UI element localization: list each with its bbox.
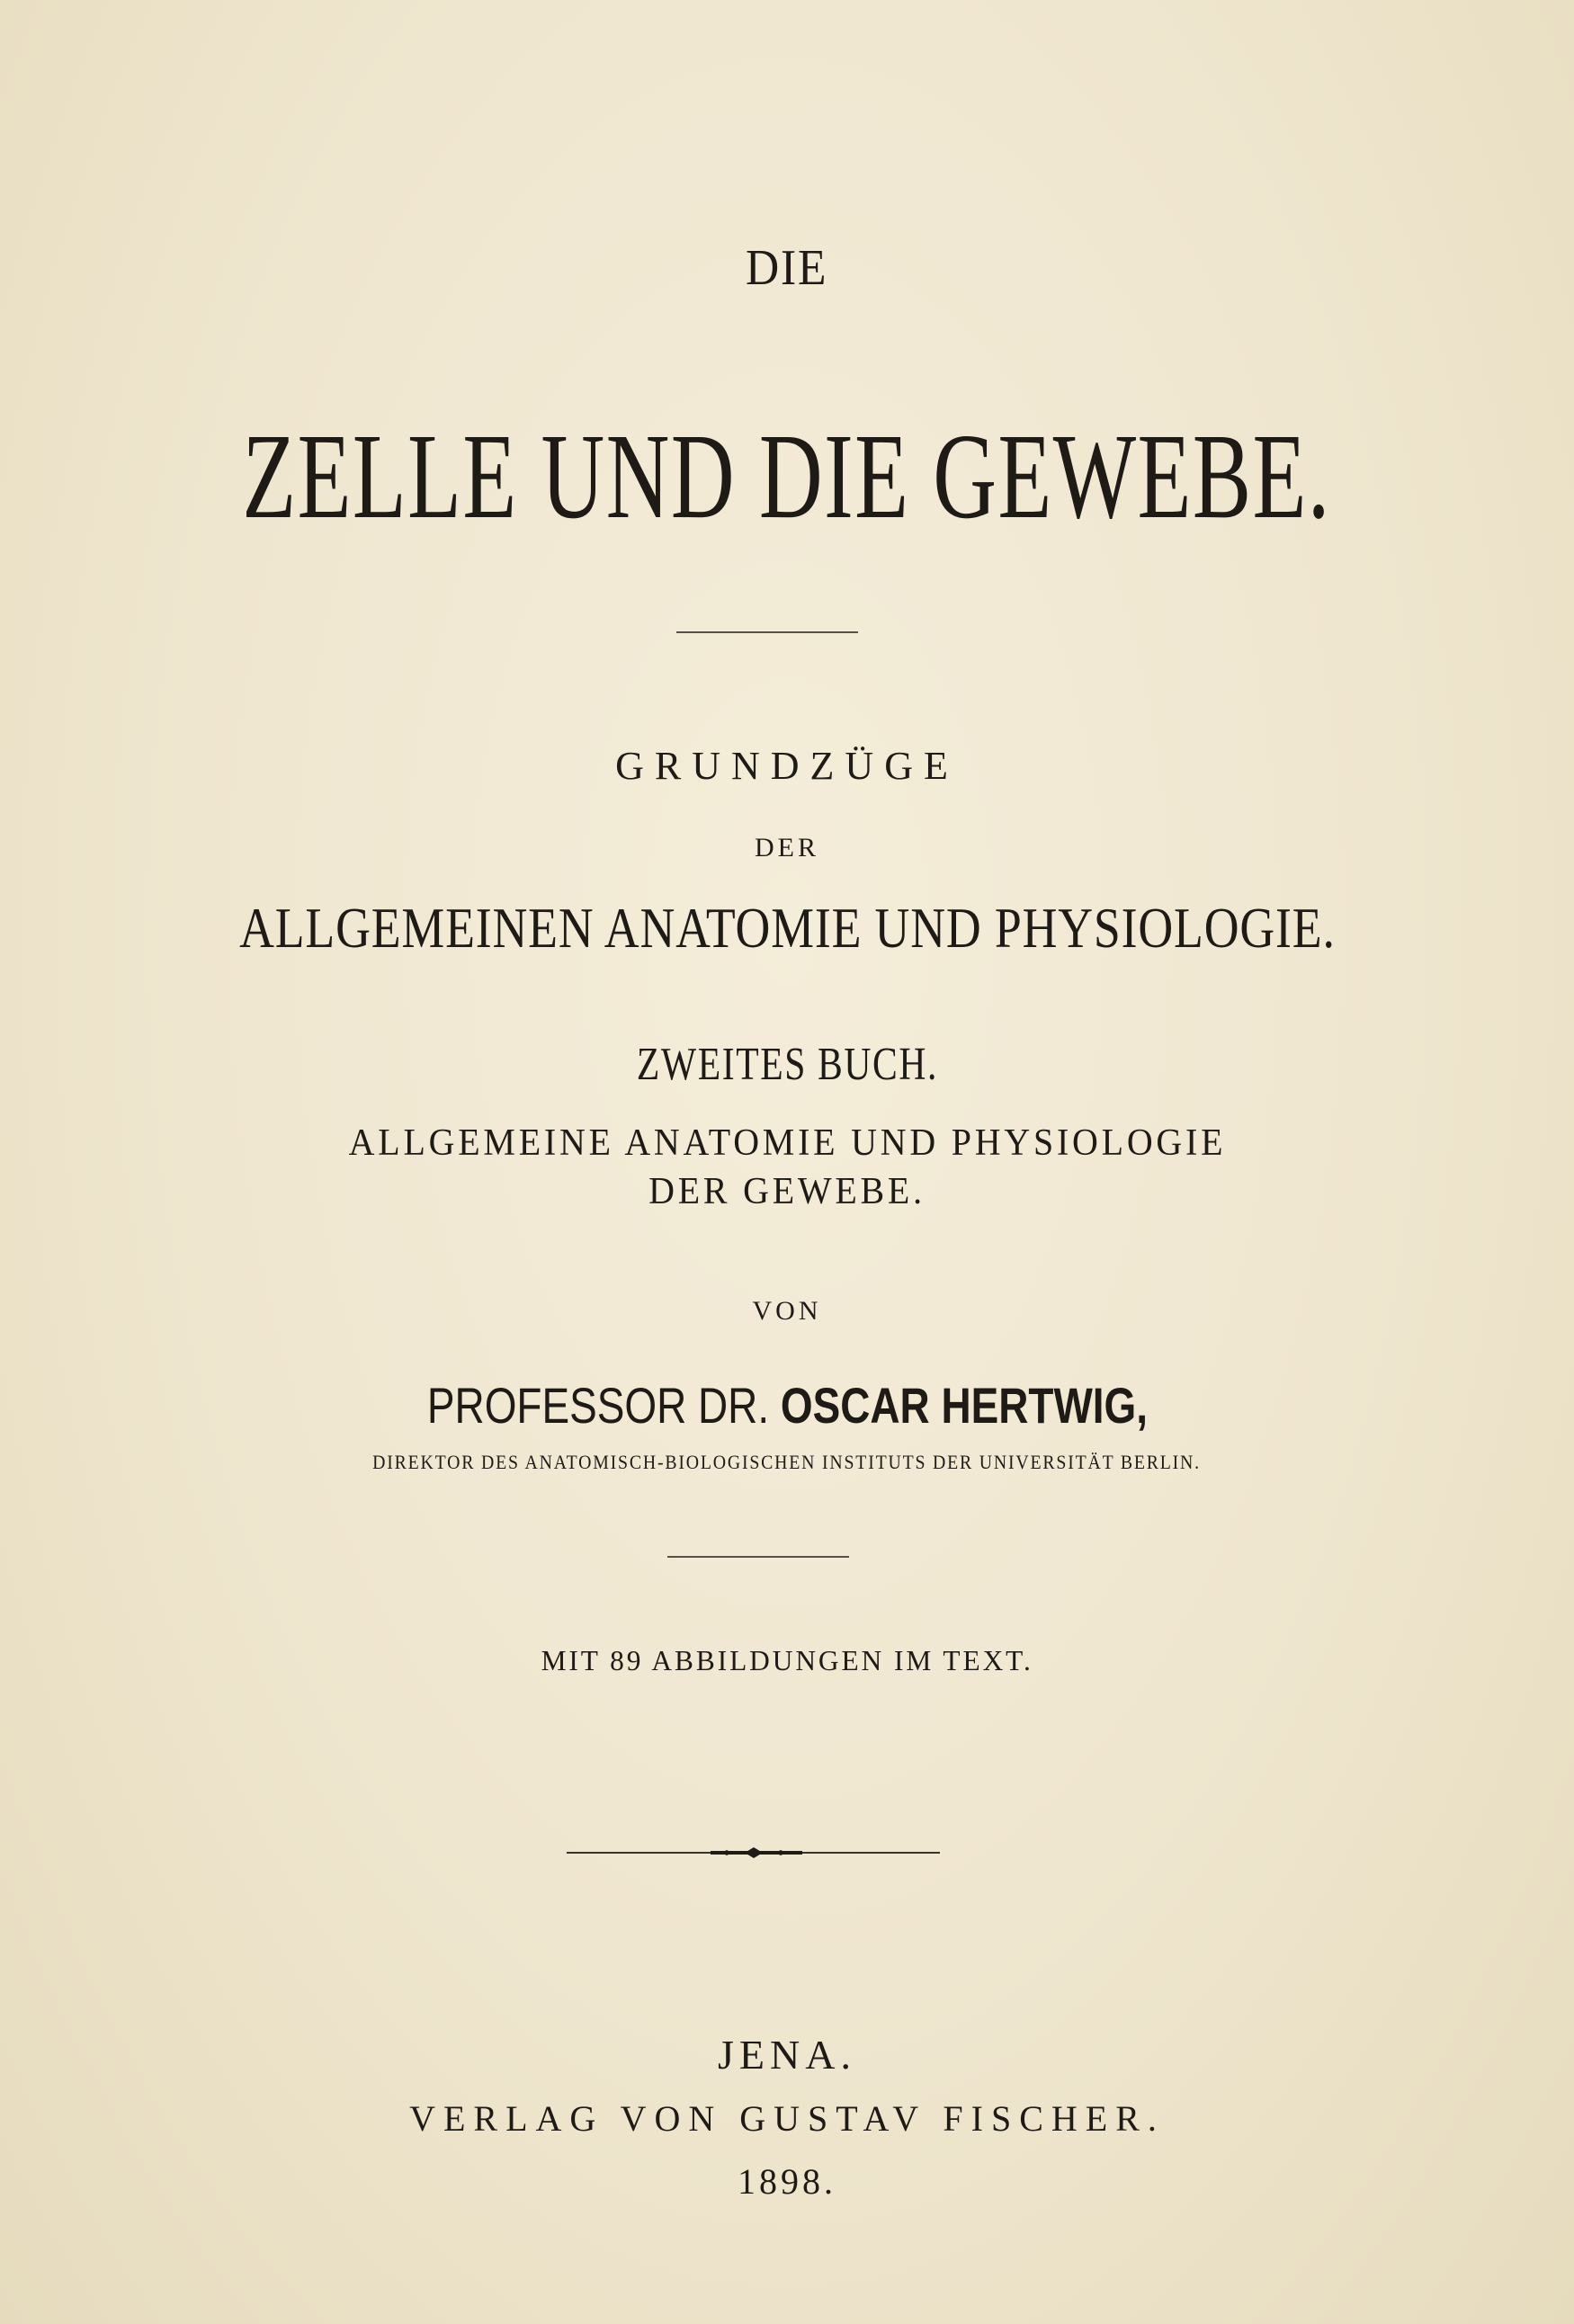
author-affiliation: DIREKTOR DES ANATOMISCH-BIOLOGISCHEN INSTITUTS DER UNIVERSITÄT BERLIN.	[372, 1451, 1202, 1473]
by-label: VON	[752, 1296, 822, 1326]
subtitle-grundzuege: GRUNDZÜGE	[615, 744, 959, 788]
book-title-line2: DER GEWEBE.	[648, 1171, 926, 1212]
subtitle-main: ALLGEMEINEN ANATOMIE UND PHYSIOLOGIE.	[238, 896, 1336, 960]
publication-year: 1898.	[738, 2161, 836, 2202]
publication-place: JENA.	[718, 2032, 856, 2078]
author-line	[0, 1377, 1574, 1434]
main-title: ZELLE UND DIE GEWEBE.	[242, 409, 1332, 544]
divider-rule-middle	[667, 1556, 849, 1558]
author-prefix: PROFESSOR DR.	[426, 1377, 769, 1434]
author-name: OSCAR HERTWIG,	[780, 1377, 1148, 1434]
title-article: DIE	[746, 240, 828, 296]
book-label: ZWEITES BUCH.	[636, 1039, 938, 1090]
ornamental-divider	[567, 1844, 940, 1862]
book-title-line1: ALLGEMEINE ANATOMIE UND PHYSIOLOGIE	[348, 1122, 1226, 1164]
illustrations-note: MIT 89 ABBILDUNGEN IM TEXT.	[541, 1644, 1033, 1676]
publisher: VERLAG VON GUSTAV FISCHER.	[409, 2098, 1165, 2139]
divider-rule-top	[676, 631, 858, 633]
subtitle-der: DER	[755, 833, 819, 863]
